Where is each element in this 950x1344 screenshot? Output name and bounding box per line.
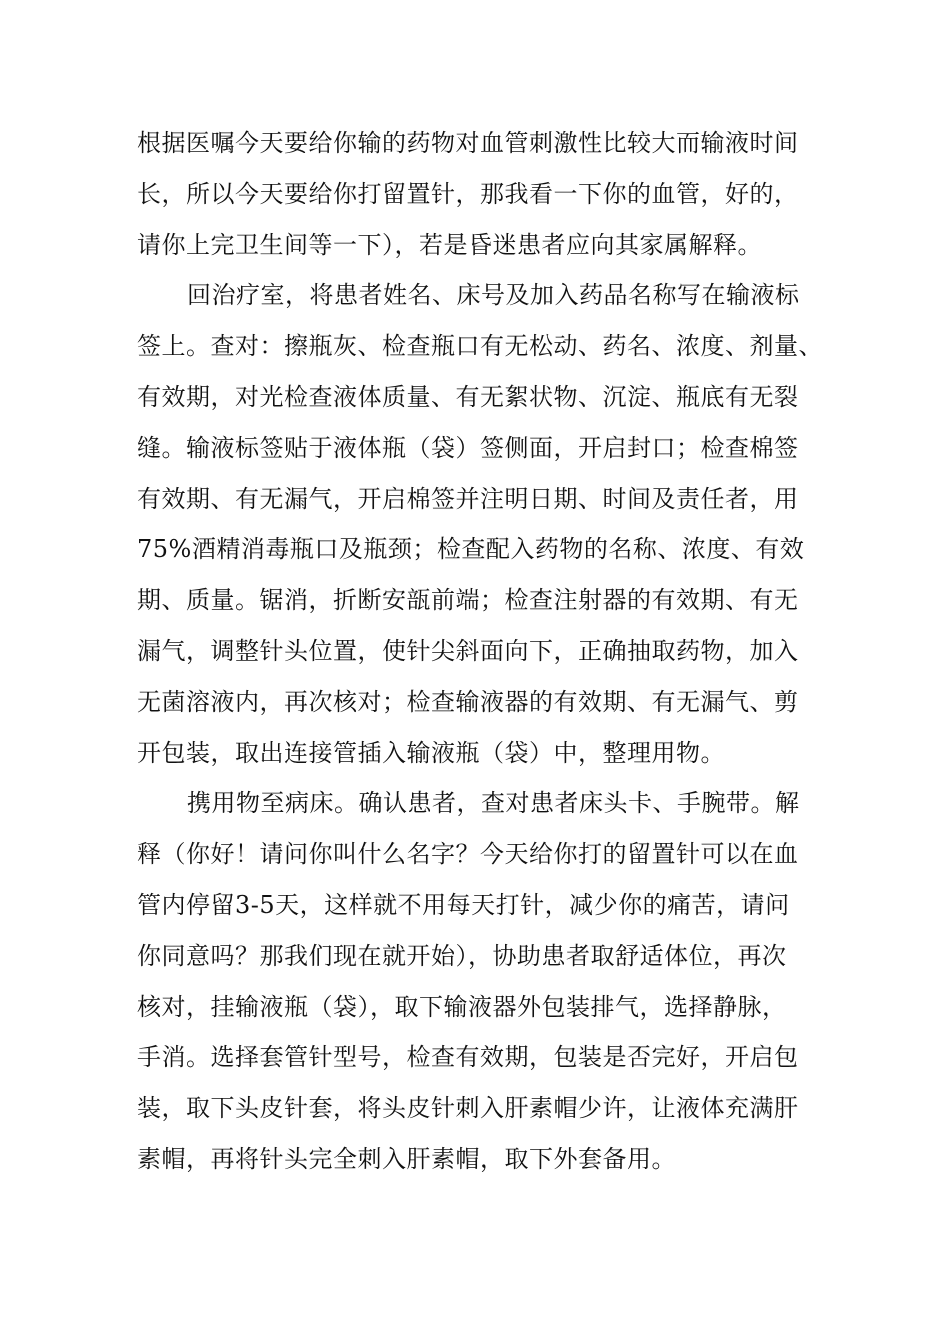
- text-line: 释（你好！请问你叫什么名字？今天给你打的留置针可以在血: [137, 840, 799, 869]
- text-line: 漏气，调整针头位置，使针尖斜面向下，正确抽取药物，加入: [137, 636, 799, 665]
- text-line: 核对，挂输液瓶（袋），取下输液器外包装排气，选择静脉，: [137, 992, 787, 1021]
- text-line: 缝。输液标签贴于液体瓶（袋）签侧面，开启封口；检查棉签: [137, 433, 799, 462]
- text-line: 开包装，取出连接管插入输液瓶（袋）中，整理用物。: [137, 738, 725, 767]
- text-line: 请你上完卫生间等一下），若是昏迷患者应向其家属解释。: [137, 230, 762, 259]
- text-line: 长，所以今天要给你打留置针，那我看一下你的血管，好的，: [137, 179, 799, 208]
- text-line: 无菌溶液内，再次核对；检查输液器的有效期、有无漏气、剪: [137, 687, 799, 716]
- text-line: 手消。选择套管针型号，检查有效期，包装是否完好，开启包: [137, 1043, 799, 1072]
- paragraph-1: [137, 118, 837, 270]
- text-line: 装，取下头皮针套，将头皮针刺入肝素帽少许，让液体充满肝: [137, 1094, 799, 1123]
- text-line: 回治疗室，将患者姓名、床号及加入药品名称写在输液标: [187, 281, 800, 310]
- paragraph-3: [137, 778, 837, 1184]
- text-line: 携用物至病床。确认患者，查对患者床头卡、手腕带。解: [187, 789, 800, 818]
- text-line: 素帽，再将针头完全刺入肝素帽，取下外套备用。: [137, 1144, 676, 1173]
- text-line: 你同意吗？那我们现在就开始），协助患者取舒适体位，再次: [137, 941, 787, 970]
- text-line: 管内停留3-5天，这样就不用每天打针，减少你的痛苦，请问: [137, 890, 790, 919]
- text-line: 有效期，对光检查液体质量、有无絮状物、沉淀、瓶底有无裂: [137, 382, 799, 411]
- text-line: 根据医嘱今天要给你输的药物对血管刺激性比较大而输液时间: [137, 129, 799, 157]
- text-line: 期、质量。锯消，折断安瓿前端；检查注射器的有效期、有无: [137, 586, 799, 615]
- text-line: 签上。查对：擦瓶灰、检查瓶口有无松动、药名、浓度、剂量、: [137, 332, 823, 361]
- text-line: 75%酒精消毒瓶口及瓶颈；检查配入药物的名称、浓度、有效: [137, 535, 805, 564]
- text-line: 有效期、有无漏气，开启棉签并注明日期、时间及责任者，用: [137, 484, 799, 513]
- paragraph-2: [137, 270, 837, 778]
- document-body: [137, 118, 837, 1185]
